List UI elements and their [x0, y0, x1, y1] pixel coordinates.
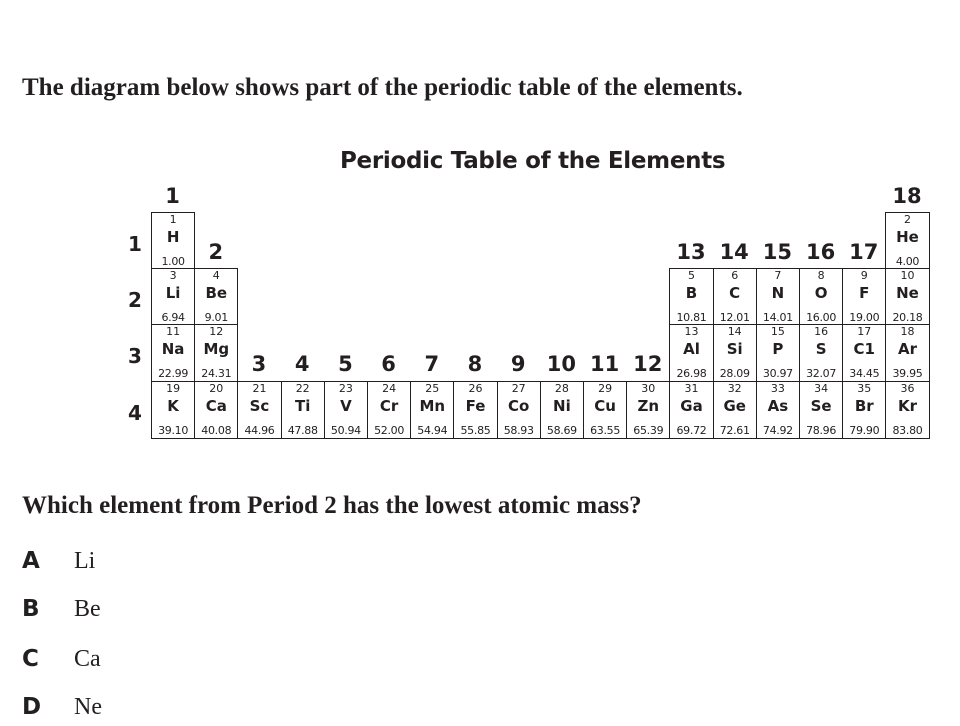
element-atomic-mass: 14.01 — [762, 311, 793, 324]
element-cell-f — [842, 268, 886, 326]
element-atomic-number: 31 — [684, 382, 699, 395]
element-cell-ti — [281, 381, 325, 439]
element-atomic-mass: 30.97 — [762, 367, 793, 380]
element-cell-n — [756, 268, 800, 326]
element-symbol: Mn — [419, 397, 446, 415]
element-atomic-number: 36 — [900, 382, 915, 395]
group-label-15: 15 — [762, 240, 792, 264]
element-atomic-mass: 83.80 — [892, 424, 923, 437]
element-atomic-number: 30 — [641, 382, 656, 395]
element-symbol: V — [340, 397, 352, 415]
element-cell-be — [194, 268, 238, 326]
element-atomic-number: 20 — [209, 382, 224, 395]
element-atomic-mass: 63.55 — [590, 424, 621, 437]
element-symbol: O — [814, 284, 828, 302]
element-atomic-number: 26 — [468, 382, 483, 395]
element-cell-he — [885, 212, 929, 270]
question-text: Which element from Period 2 has the lowest atomic mass? — [22, 492, 642, 519]
element-symbol: Mg — [203, 340, 230, 358]
element-atomic-mass: 19.00 — [849, 311, 880, 324]
group-label-9: 9 — [510, 352, 526, 376]
element-atomic-mass: 40.08 — [201, 424, 232, 437]
group-label-7: 7 — [424, 352, 440, 376]
element-atomic-number: 19 — [166, 382, 181, 395]
element-atomic-mass: 54.94 — [417, 424, 448, 437]
element-cell-cr — [367, 381, 411, 439]
element-symbol: Ti — [295, 397, 311, 415]
choice-text: Be — [74, 596, 101, 622]
element-cell-ne — [885, 268, 929, 326]
element-atomic-mass: 28.09 — [719, 367, 750, 380]
element-symbol: C1 — [853, 340, 875, 358]
element-cell-s — [799, 324, 843, 382]
element-atomic-number: 23 — [338, 382, 353, 395]
element-atomic-mass: 39.10 — [158, 424, 189, 437]
element-symbol: Ne — [896, 284, 919, 302]
element-cell-cu — [583, 381, 627, 439]
element-atomic-mass: 6.94 — [161, 311, 185, 324]
element-cell-kr — [885, 381, 929, 439]
element-atomic-number: 12 — [209, 325, 224, 338]
element-symbol: Ge — [723, 397, 746, 415]
element-symbol: C — [729, 284, 741, 302]
element-atomic-mass: 34.45 — [849, 367, 880, 380]
element-atomic-number: 15 — [770, 325, 785, 338]
element-atomic-mass: 4.00 — [895, 255, 920, 268]
element-symbol: S — [815, 340, 827, 358]
element-cell-k — [151, 381, 195, 439]
choice-letter: B — [22, 596, 40, 622]
element-symbol: Ar — [897, 340, 917, 358]
element-symbol: Cr — [379, 397, 399, 415]
element-atomic-mass: 9.01 — [204, 311, 228, 324]
element-atomic-number: 5 — [687, 269, 695, 282]
element-atomic-number: 25 — [425, 382, 440, 395]
group-label-8: 8 — [467, 352, 483, 376]
element-atomic-mass: 32.07 — [806, 367, 837, 380]
element-cell-se — [799, 381, 843, 439]
element-atomic-number: 17 — [857, 325, 872, 338]
element-atomic-number: 6 — [731, 269, 739, 282]
group-label-6: 6 — [381, 352, 396, 376]
element-atomic-number: 18 — [900, 325, 915, 338]
element-atomic-number: 11 — [166, 325, 181, 338]
element-atomic-mass: 55.85 — [460, 424, 491, 437]
element-atomic-mass: 69.72 — [676, 424, 707, 437]
element-symbol: Zn — [637, 397, 660, 415]
element-atomic-mass: 47.88 — [287, 424, 318, 437]
element-atomic-number: 1 — [169, 213, 177, 226]
element-cell-fe — [453, 381, 497, 439]
choice-text: Li — [74, 548, 96, 574]
element-atomic-mass: 10.81 — [676, 311, 707, 324]
group-label-17: 17 — [849, 240, 879, 264]
element-cell-li — [151, 268, 195, 326]
element-atomic-mass: 44.96 — [244, 424, 275, 437]
element-cell-na — [151, 324, 195, 382]
element-cell-ca — [194, 381, 238, 439]
element-atomic-number: 34 — [814, 382, 829, 395]
group-label-2: 2 — [208, 240, 224, 264]
element-cell-h — [151, 212, 195, 270]
element-cell-p — [756, 324, 800, 382]
element-symbol: Sc — [249, 397, 270, 415]
element-atomic-number: 14 — [727, 325, 742, 338]
group-label-13: 13 — [676, 240, 706, 264]
element-symbol: Ga — [680, 397, 703, 415]
element-symbol: Al — [683, 340, 700, 358]
element-atomic-mass: 12.01 — [719, 311, 750, 324]
element-atomic-number: 3 — [169, 269, 177, 282]
element-atomic-mass: 52.00 — [374, 424, 405, 437]
element-cell-mn — [410, 381, 454, 439]
element-cell-b — [669, 268, 713, 326]
element-cell-zn — [626, 381, 670, 439]
element-atomic-mass: 74.92 — [762, 424, 793, 437]
element-symbol: As — [767, 397, 789, 415]
element-atomic-number: 27 — [511, 382, 526, 395]
element-atomic-mass: 1.00 — [161, 255, 185, 268]
element-symbol: Be — [205, 284, 228, 302]
element-atomic-number: 7 — [774, 269, 782, 282]
group-label-4: 4 — [294, 352, 310, 376]
intro-text: The diagram below shows part of the periodic table of the elements. — [22, 74, 743, 101]
element-atomic-mass: 39.95 — [892, 367, 923, 380]
element-symbol: B — [685, 284, 698, 302]
element-symbol: He — [896, 228, 919, 246]
element-atomic-mass: 26.98 — [676, 367, 707, 380]
choice-letter: A — [22, 548, 40, 574]
period-label-3: 3 — [128, 344, 142, 368]
element-symbol: P — [772, 340, 784, 358]
element-cell-ga — [669, 381, 713, 439]
element-symbol: Kr — [897, 397, 917, 415]
element-atomic-mass: 16.00 — [806, 311, 837, 324]
element-atomic-number: 8 — [817, 269, 825, 282]
element-atomic-mass: 78.96 — [806, 424, 837, 437]
element-atomic-mass: 58.93 — [503, 424, 534, 437]
group-label-10: 10 — [546, 352, 576, 376]
element-symbol: F — [859, 284, 870, 302]
element-symbol: K — [167, 397, 179, 415]
table-title: Periodic Table of the Elements — [340, 148, 726, 174]
element-atomic-number: 32 — [727, 382, 742, 395]
element-atomic-number: 29 — [598, 382, 613, 395]
element-symbol: Se — [810, 397, 832, 415]
element-cell-c — [713, 268, 757, 326]
element-atomic-mass: 50.94 — [330, 424, 361, 437]
group-label-16: 16 — [805, 240, 836, 264]
element-atomic-number: 28 — [554, 382, 569, 395]
choice-text: Ne — [74, 694, 102, 720]
group-label-5: 5 — [338, 352, 353, 376]
element-atomic-mass: 72.61 — [719, 424, 750, 437]
element-atomic-number: 10 — [900, 269, 915, 282]
period-label-2: 2 — [128, 288, 142, 312]
element-cell-c1 — [842, 324, 886, 382]
choice-text: Ca — [74, 646, 101, 672]
group-label-12: 12 — [633, 352, 663, 376]
element-cell-as — [756, 381, 800, 439]
choice-letter: D — [22, 694, 42, 720]
element-symbol: Na — [161, 340, 185, 358]
element-symbol: Br — [854, 397, 874, 415]
element-cell-mg — [194, 324, 238, 382]
element-cell-v — [324, 381, 368, 439]
element-atomic-number: 21 — [252, 382, 267, 395]
element-cell-co — [497, 381, 541, 439]
element-cell-ar — [885, 324, 929, 382]
element-atomic-number: 16 — [814, 325, 829, 338]
element-atomic-number: 22 — [295, 382, 310, 395]
element-symbol: Cu — [594, 397, 616, 415]
group-label-1: 1 — [165, 184, 180, 208]
element-atomic-mass: 79.90 — [849, 424, 880, 437]
element-symbol: N — [771, 284, 785, 302]
element-symbol: Fe — [465, 397, 486, 415]
group-label-18: 18 — [892, 184, 922, 208]
element-cell-o — [799, 268, 843, 326]
element-atomic-number: 4 — [212, 269, 220, 282]
period-label-1: 1 — [128, 232, 142, 256]
element-atomic-mass: 65.39 — [633, 424, 664, 437]
group-label-14: 14 — [719, 240, 749, 264]
element-cell-sc — [237, 381, 281, 439]
element-atomic-number: 35 — [857, 382, 872, 395]
element-cell-si — [713, 324, 757, 382]
element-atomic-mass: 22.99 — [158, 367, 189, 380]
element-atomic-number: 13 — [684, 325, 699, 338]
choice-letter: C — [22, 646, 39, 672]
element-atomic-mass: 20.18 — [892, 311, 923, 324]
element-atomic-mass: 58.69 — [546, 424, 577, 437]
element-cell-al — [669, 324, 713, 382]
element-symbol: Ca — [205, 397, 227, 415]
element-atomic-mass: 24.31 — [201, 367, 232, 380]
element-symbol: Co — [508, 397, 530, 415]
element-atomic-number: 24 — [382, 382, 397, 395]
element-cell-ge — [713, 381, 757, 439]
element-symbol: Ni — [553, 397, 571, 415]
element-cell-ni — [540, 381, 584, 439]
element-cell-br — [842, 381, 886, 439]
group-label-3: 3 — [251, 352, 267, 376]
group-label-11: 11 — [589, 352, 620, 376]
element-symbol: H — [166, 228, 180, 246]
element-symbol: Si — [726, 340, 743, 358]
element-atomic-number: 9 — [860, 269, 868, 282]
element-atomic-number: 33 — [770, 382, 785, 395]
period-label-4: 4 — [128, 401, 142, 425]
element-atomic-number: 2 — [903, 213, 911, 226]
element-symbol: Li — [165, 284, 181, 302]
